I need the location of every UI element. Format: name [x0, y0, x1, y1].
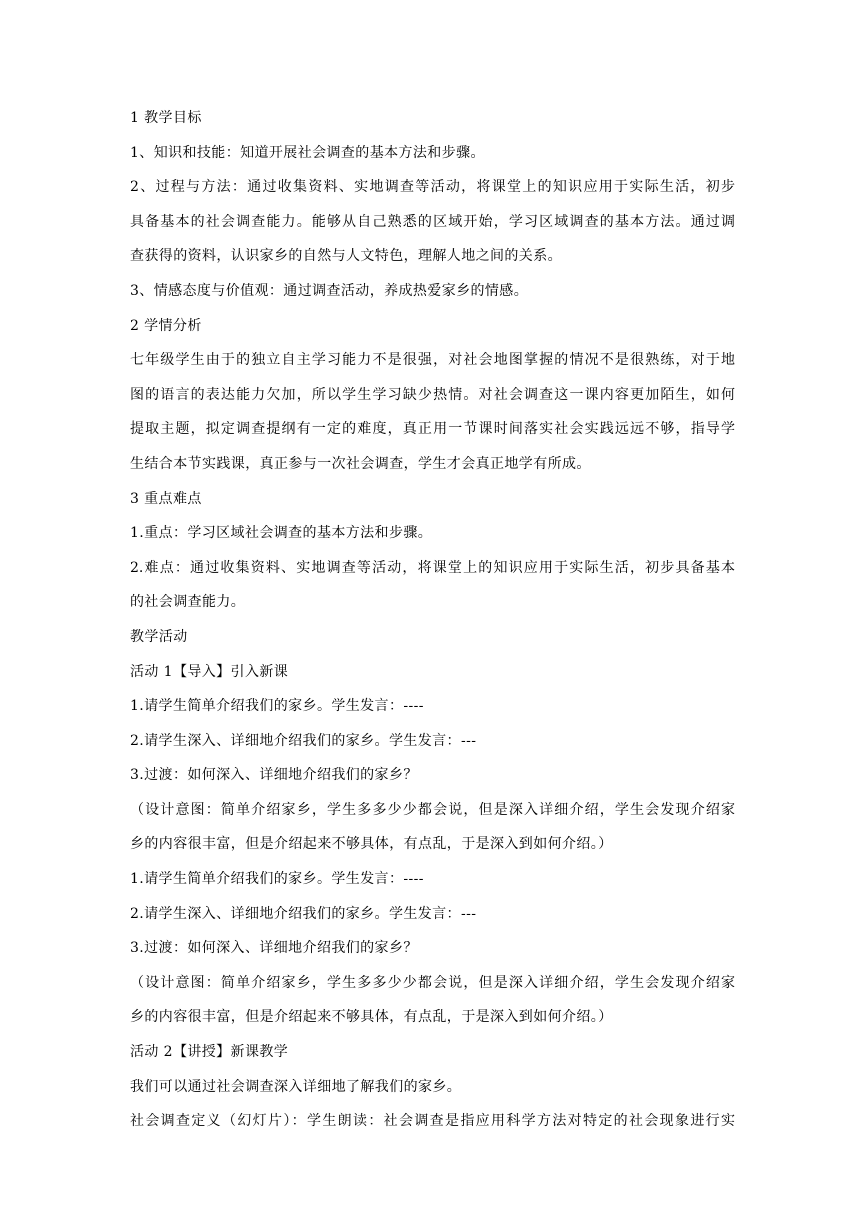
paragraph-line: 3、情感态度与价值观：通过调查活动，养成热爱家乡的情感。	[130, 282, 529, 299]
heading-key-points: 3 重点难点	[130, 490, 202, 507]
heading-teaching-activities: 教学活动	[130, 628, 188, 645]
heading-student-analysis: 2 学情分析	[130, 317, 202, 334]
paragraph-line: 乡的内容很丰富，但是介绍起来不够具体，有点乱，于是深入到如何介绍。）	[130, 1009, 613, 1026]
heading-teaching-goals: 1 教学目标	[130, 110, 202, 126]
paragraph-line: 乡的内容很丰富，但是介绍起来不够具体，有点乱，于是深入到如何介绍。）	[130, 836, 613, 853]
paragraph-line: 1.重点：学习区域社会调查的基本方法和步骤。	[130, 525, 433, 542]
paragraph-line: （设计意图：简单介绍家乡，学生多多少少都会说，但是深入详细介绍，学生会发现介绍家	[130, 974, 735, 991]
paragraph-line: 生结合本节实践课，真正参与一次社会调查，学生才会真正地学有所成。	[130, 455, 591, 472]
paragraph-line: 2.难点：通过收集资料、实地调查等活动，将课堂上的知识应用于实际生活，初步具备基本	[130, 559, 735, 576]
paragraph-line: 我们可以通过社会调查深入详细地了解我们的家乡。	[130, 1078, 462, 1095]
document-page	[130, 109, 735, 1147]
heading-activity-1: 活动 1【导入】引入新课	[130, 663, 289, 680]
paragraph-line: 社会调查定义（幻灯片）：学生朗读：社会调查是指应用科学方法对特定的社会现象进行实	[130, 1113, 735, 1130]
heading-activity-2: 活动 2【讲授】新课教学	[130, 1044, 289, 1061]
paragraph-line: 的社会调查能力。	[130, 594, 246, 611]
paragraph-line: 查获得的资料，认识家乡的自然与人文特色，理解人地之间的关系。	[130, 248, 562, 265]
paragraph-line: （设计意图：简单介绍家乡，学生多多少少都会说，但是深入详细介绍，学生会发现介绍家	[130, 801, 735, 818]
paragraph-line: 图的语言的表达能力欠加，所以学生学习缺少热情。对社会调查这一课内容更加陌生，如何	[130, 386, 735, 403]
paragraph-line: 1、知识和技能：知道开展社会调查的基本方法和步骤。	[130, 144, 485, 161]
paragraph-line: 提取主题，拟定调查提纲有一定的难度，真正用一节课时间落实社会实践远远不够，指导学	[130, 421, 735, 438]
paragraph-line: 七年级学生由于的独立自主学习能力不是很强，对社会地图掌握的情况不是很熟练，对于地	[130, 352, 735, 369]
paragraph-line: 2、过程与方法：通过收集资料、实地调查等活动，将课堂上的知识应用于实际生活，初步	[130, 179, 735, 196]
paragraph-line: 2.请学生深入、详细地介绍我们的家乡。学生发言：---	[130, 905, 477, 922]
paragraph-line: 1.请学生简单介绍我们的家乡。学生发言：----	[130, 871, 424, 888]
paragraph-line: 3.过渡：如何深入、详细地介绍我们的家乡？	[130, 940, 418, 957]
paragraph-line: 3.过渡：如何深入、详细地介绍我们的家乡？	[130, 767, 418, 784]
paragraph-line: 具备基本的社会调查能力。能够从自己熟悉的区域开始，学习区域调查的基本方法。通过调	[130, 213, 735, 230]
paragraph-line: 1.请学生简单介绍我们的家乡。学生发言：----	[130, 698, 424, 715]
paragraph-line: 2.请学生深入、详细地介绍我们的家乡。学生发言：---	[130, 732, 477, 749]
